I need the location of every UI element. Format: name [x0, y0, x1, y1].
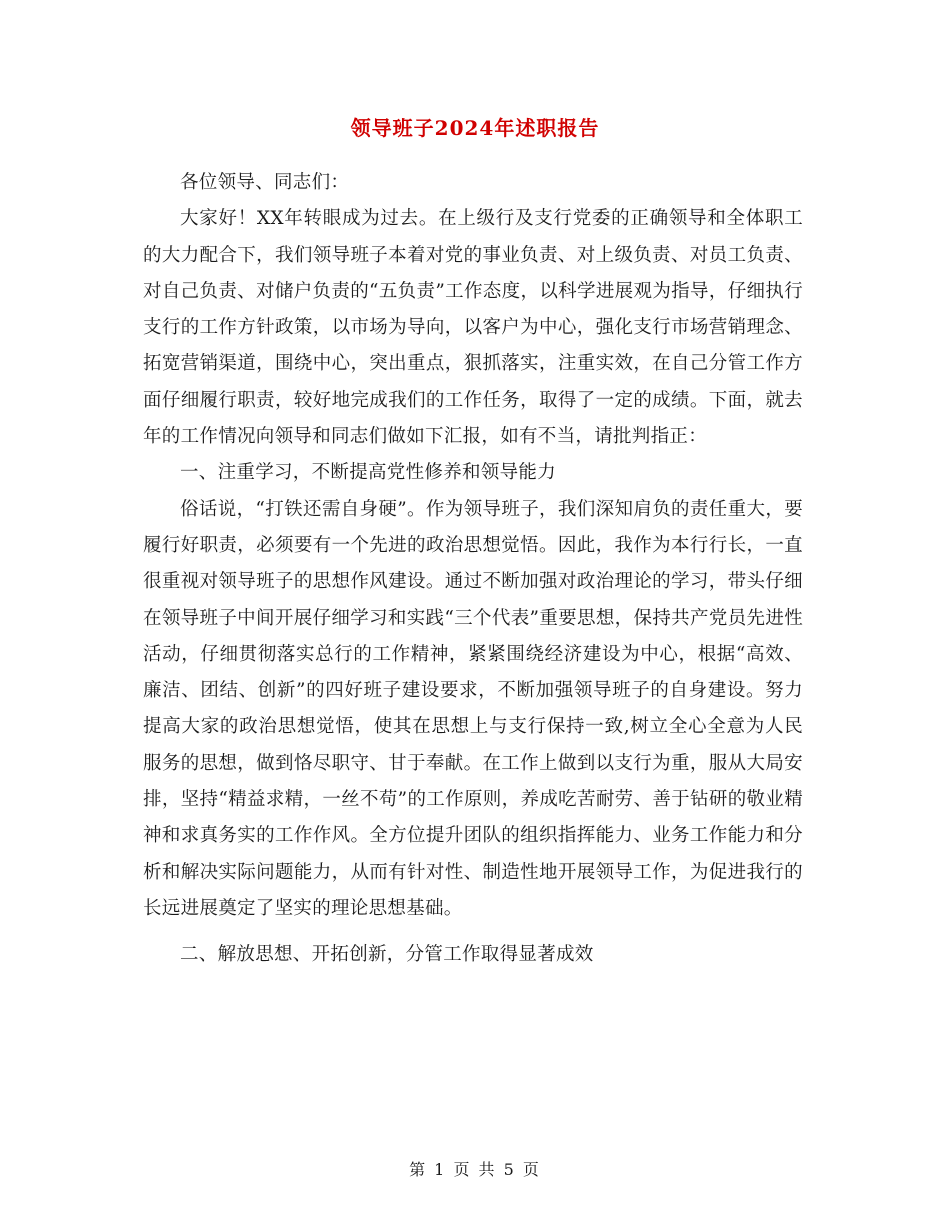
page-number-footer: 第 1 页 共 5 页	[409, 1160, 541, 1179]
section-heading-1: 一、注重学习，不断提高党性修养和领导能力	[180, 462, 557, 484]
paragraph-intro: 大家好！XX年转眼成为过去。在上级行及支行党委的正确领导和全体职工的大力配合下，我们领导班子本着对党的事业负责、对上级负责、对员工负责、对自己负责、对储户负责的“五负责”工作态度，以科学进展观为指导，仔细执行支行的工作方针政策，以市场为导向，以客户为中心，强化支行市场营销理念、拓宽营销渠道，围绕中心，突出重点，狠抓落实，注重实效，在自己分管工作方面仔细履行职责，较好地完成我们的工作任务，取得了一定的成绩。下面，就去年的工作情况向领导和同志们做如下汇报，如有不当，请批判指正：	[143, 208, 803, 448]
document-body	[143, 165, 803, 974]
document-title: 领导班子2024年述职报告	[350, 116, 600, 140]
salutation: 各位领导、同志们：	[180, 172, 350, 193]
section-heading-2: 二、解放思想、开拓创新，分管工作取得显著成效	[180, 944, 594, 966]
paragraph-section-1: 俗话说，“打铁还需自身硬”。作为领导班子，我们深知肩负的责任重大，要履行好职责，必须要有一个先进的政治思想觉悟。因此，我作为本行行长，一直很重视对领导班子的思想作风建设。通过不断加强对政治理论的学习，带头仔细在领导班子中间开展仔细学习和实践“三个代表”重要思想，保持共产党员先进性活动，仔细贯彻落实总行的工作精神，紧紧围绕经济建设为中心，根据“高效、廉洁、团结、创新”的四好班子建设要求，不断加强领导班子的自身建设。努力提高大家的政治思想觉悟，使其在思想上与支行保持一致,树立全心全意为人民服务的思想，做到恪尽职守、甘于奉献。在工作上做到以支行为重，服从大局安排，坚持“精益求精，一丝不苟”的工作原则，养成吃苦耐劳、善于钻研的敬业精神和求真务实的工作作风。全方位提升团队的组织指挥能力、业务工作能力和分析和解决实际问题能力，从而有针对性、制造性地开展领导工作，为促进我行的长远进展奠定了坚实的理论思想基础。	[143, 498, 803, 919]
